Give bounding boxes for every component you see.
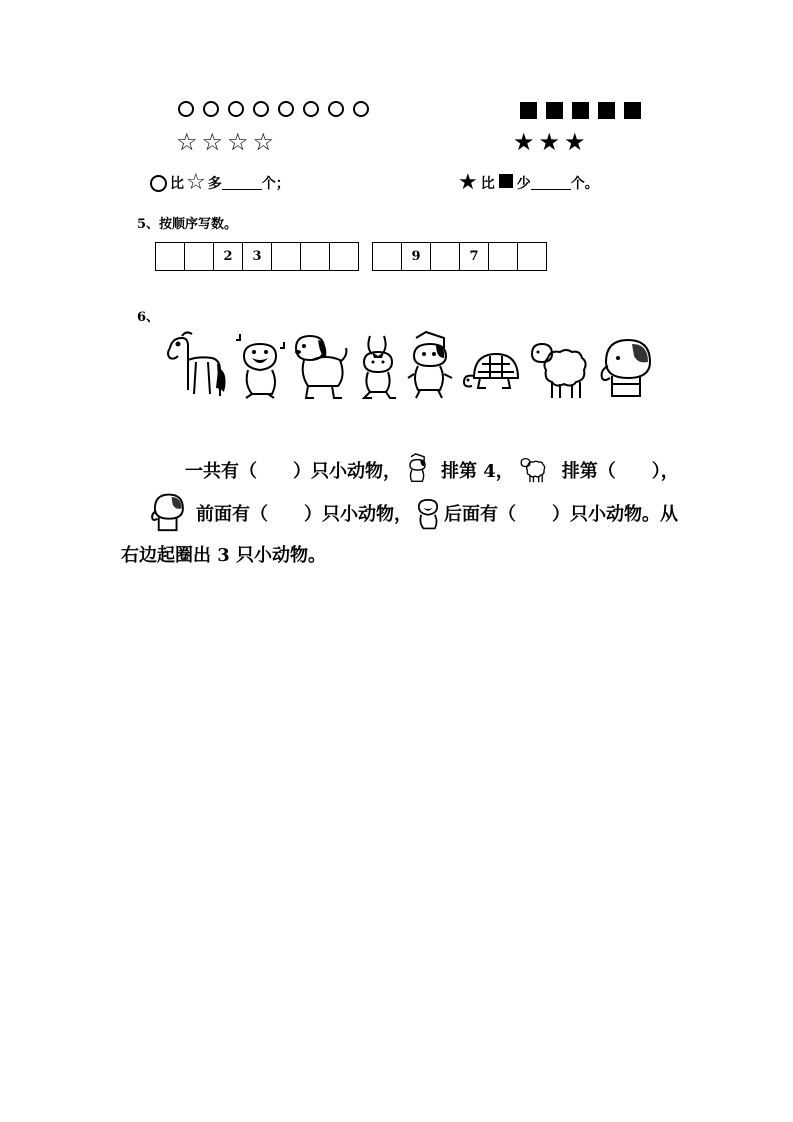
black-square-icon: [520, 102, 537, 119]
sequence-cell: 2: [214, 243, 243, 271]
black-square-icon: [546, 102, 563, 119]
animal-row: [162, 330, 654, 402]
circle-icon: [278, 101, 294, 117]
cat-icon: [401, 453, 435, 487]
sequence-cell[interactable]: [489, 243, 518, 271]
dog-singing-icon: [234, 332, 286, 402]
sequence-cell[interactable]: [185, 243, 214, 271]
circle-icon: [353, 101, 369, 117]
q6-title: 6、: [137, 310, 160, 325]
black-star-icon: ★: [538, 128, 561, 156]
q6-line-1: [185, 453, 679, 487]
sequence-cell[interactable]: [301, 243, 330, 271]
unit: 个；: [261, 176, 290, 192]
sequence-cell[interactable]: [156, 243, 185, 271]
black-star-icon: ★: [513, 128, 535, 156]
squares-row: [520, 102, 641, 119]
black-square-icon: [598, 102, 615, 119]
q6-text: 前面有（ ）只小动物，: [196, 504, 412, 525]
sequence-cell[interactable]: [330, 243, 359, 271]
circle-icon: [253, 101, 269, 117]
hollow-star-icon: ☆: [227, 128, 249, 156]
unit: 个。: [570, 176, 599, 192]
black-stars-row: [513, 130, 586, 154]
circle-icon: [203, 101, 219, 117]
q6-line-3: 右边起圈出 3 只小动物。: [121, 545, 327, 566]
black-square-icon: [499, 174, 513, 188]
q6-text: 排第 4，: [441, 461, 514, 482]
sheep-icon: [528, 338, 590, 402]
sequence-cell: 7: [460, 243, 489, 271]
circle-icon: [178, 101, 194, 117]
word-less: 少: [516, 176, 531, 192]
sequence-cell[interactable]: [431, 243, 460, 271]
black-square-icon: [624, 102, 641, 119]
black-star-icon: ★: [564, 128, 586, 156]
q6-line-2: [146, 492, 678, 534]
q6-text: 一共有（ ）只小动物，: [185, 461, 401, 482]
sequence-cell[interactable]: [272, 243, 301, 271]
q5-title: 5、按顺序写数。: [137, 217, 238, 232]
word-more: 多: [207, 176, 222, 192]
black-star-icon: ★: [458, 170, 478, 195]
answer-blank[interactable]: [531, 177, 571, 190]
sequence-cell: 3: [243, 243, 272, 271]
black-square-icon: [572, 102, 589, 119]
compare-circles-stars: [150, 171, 290, 195]
sequence-cell[interactable]: [373, 243, 402, 271]
sequence-table-2: [372, 242, 547, 271]
circle-icon: [328, 101, 344, 117]
q6-text: 后面有（ ）只小动物。从: [444, 504, 678, 525]
horse-icon: [162, 330, 228, 402]
word-bi: 比: [170, 176, 184, 192]
circle-icon: [228, 101, 244, 117]
dog-singing-icon: [412, 493, 444, 533]
elephant-icon: [146, 492, 188, 534]
circle-icon: [150, 175, 167, 192]
sequence-cell: 9: [402, 243, 431, 271]
word-bi: 比: [480, 176, 495, 192]
hollow-star-icon: ☆: [186, 170, 206, 195]
hollow-stars-row: [176, 130, 274, 154]
hollow-star-icon: ☆: [201, 128, 224, 156]
hollow-star-icon: ☆: [176, 128, 198, 156]
answer-blank[interactable]: [222, 177, 262, 190]
turtle-icon: [462, 342, 522, 402]
elephant-icon: [596, 336, 654, 402]
dog-icon: [292, 332, 350, 402]
rabbit-icon: [356, 332, 400, 402]
sequence-cell[interactable]: [518, 243, 547, 271]
cat-icon: [406, 330, 456, 402]
compare-stars-squares: [458, 171, 599, 195]
sequence-table-1: [155, 242, 359, 271]
circles-row: [178, 101, 369, 117]
sheep-icon: [514, 456, 552, 484]
circle-icon: [303, 101, 319, 117]
q6-text: 排第（ ），: [561, 461, 679, 482]
hollow-star-icon: ☆: [252, 128, 275, 156]
